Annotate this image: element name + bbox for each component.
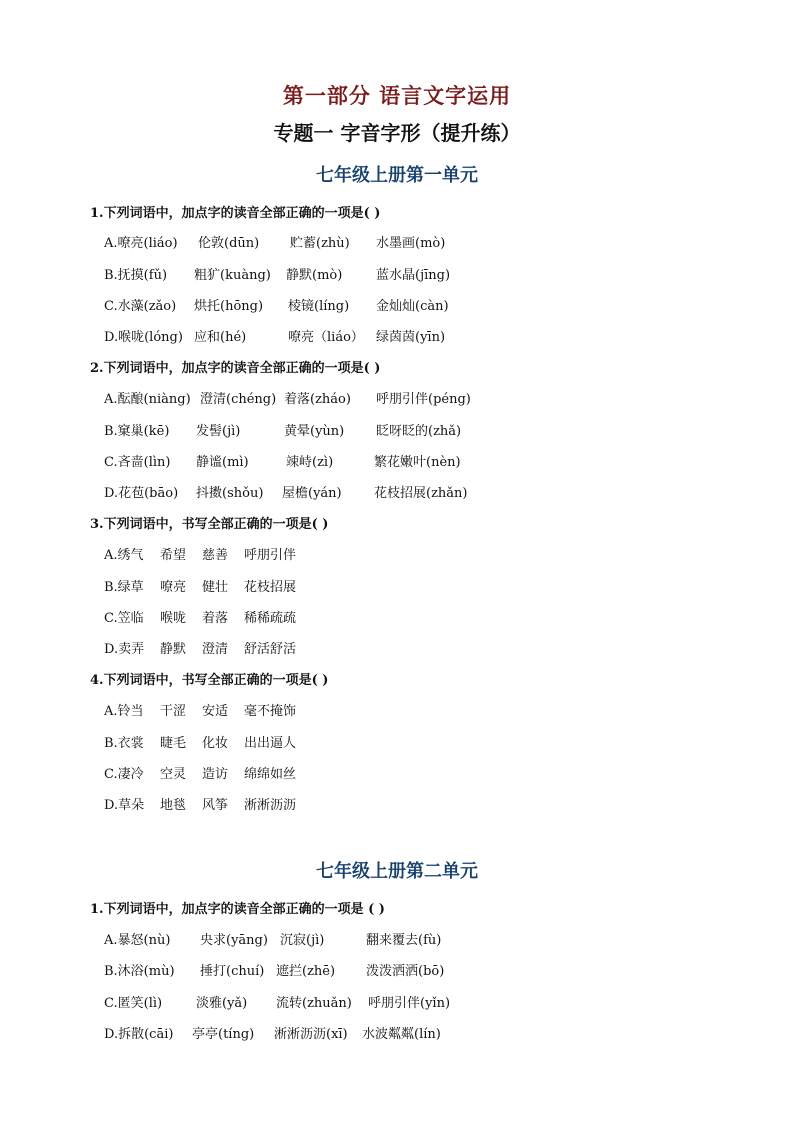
- option-item: C.吝啬(lìn): [104, 455, 171, 470]
- option-item: D.喉咙(lóng): [104, 330, 183, 345]
- option-item: 健壮: [202, 580, 229, 595]
- option-item: 烘托(hōng): [194, 299, 264, 314]
- option-item: 竦峙(zì): [286, 455, 334, 470]
- option-item: 花枝招展(zhǎn): [374, 486, 468, 501]
- question-stem: 4.下列词语中，书写全部正确的一项是( ): [90, 673, 329, 688]
- option-item: 流转(zhuǎn): [276, 996, 352, 1011]
- option-item: A.酝酿(niàng): [104, 392, 191, 407]
- option-item: 屋檐(yán): [282, 486, 342, 501]
- option-item: 粗犷(kuàng): [194, 268, 271, 283]
- option-item: B.衣裳: [104, 736, 144, 751]
- option-item: 化妆: [202, 736, 229, 751]
- option-item: A.绣气: [104, 548, 144, 563]
- option-item: 贮蓄(zhù): [290, 236, 350, 251]
- option-item: 抖擞(shǒu): [196, 486, 264, 501]
- topic-title: 专题一 字音字形（提升练）: [273, 121, 521, 145]
- question-stem: 3.下列词语中，书写全部正确的一项是( ): [90, 517, 329, 532]
- option-item: 静默(mò): [286, 268, 343, 283]
- option-item: 蓝水晶(jīng): [376, 268, 451, 283]
- option-item: 安适: [202, 704, 229, 719]
- part-title: 第一部分 语言文字运用: [282, 83, 512, 108]
- option-item: D.卖弄: [104, 642, 145, 657]
- option-item: 干涩: [160, 704, 187, 719]
- option-item: 水波粼粼(lín): [362, 1027, 441, 1042]
- option-item: 出出逼人: [244, 736, 297, 751]
- option-item: C.水藻(zǎo): [104, 299, 177, 314]
- option-item: 央求(yāng): [200, 933, 268, 948]
- option-item: 毫不掩饰: [244, 704, 297, 719]
- option-item: 泼泼洒洒(bō): [366, 964, 445, 979]
- option-item: 静谧(mì): [196, 455, 249, 470]
- option-item: 绵绵如丝: [244, 767, 297, 782]
- option-item: D.拆散(cāi): [104, 1027, 174, 1042]
- option-item: 伦敦(dūn): [198, 236, 260, 251]
- option-item: 水墨画(mò): [376, 236, 446, 251]
- option-item: 着落: [202, 611, 229, 626]
- option-item: 金灿灿(càn): [376, 299, 449, 314]
- option-item: 呼朋引伴(yǐn): [368, 996, 451, 1011]
- option-item: C.凄冷: [104, 767, 144, 782]
- option-item: 稀稀疏疏: [244, 611, 297, 626]
- option-item: 淅淅沥沥(xī): [274, 1027, 348, 1042]
- option-item: 着落(zháo): [284, 392, 351, 407]
- option-item: D.花苞(bāo): [104, 486, 179, 501]
- option-item: 翻来覆去(fù): [366, 933, 442, 948]
- option-item: B.沐浴(mù): [104, 964, 175, 979]
- option-item: C.匿笑(lì): [104, 996, 163, 1011]
- option-item: B.窠巢(kē): [104, 424, 170, 439]
- option-item: 棱镜(líng): [288, 299, 350, 314]
- option-item: 呼朋引伴: [244, 548, 297, 563]
- question-stem: 1.下列词语中，加点字的读音全部正确的一项是 ( ): [90, 902, 385, 917]
- option-item: 空灵: [160, 767, 187, 782]
- unit-heading: 七年级上册第二单元: [316, 861, 478, 882]
- option-item: 睫毛: [160, 736, 187, 751]
- option-item: 花枝招展: [244, 580, 297, 595]
- option-item: 眨呀眨的(zhǎ): [376, 424, 462, 439]
- option-item: 淅淅沥沥: [244, 798, 297, 813]
- option-item: A.暴怒(nù): [104, 933, 171, 948]
- option-item: A.铃当: [104, 704, 144, 719]
- option-item: 繁花嫩叶(nèn): [374, 455, 461, 470]
- option-item: 捶打(chuí): [200, 964, 265, 979]
- option-item: 风筝: [202, 798, 229, 813]
- option-item: 澄清(chéng): [200, 392, 277, 407]
- question-stem: 1.下列词语中，加点字的读音全部正确的一项是( ): [90, 206, 381, 221]
- option-item: D.草朵: [104, 798, 145, 813]
- option-item: 希望: [160, 548, 187, 563]
- unit-heading: 七年级上册第一单元: [316, 165, 478, 186]
- option-item: B.抚摸(fǔ): [104, 268, 168, 283]
- option-item: B.绿草: [104, 580, 144, 595]
- option-item: 黄晕(yùn): [284, 424, 345, 439]
- option-item: A.嘹亮(liáo): [104, 236, 178, 251]
- option-item: 呼朋引伴(péng): [376, 392, 471, 407]
- option-item: 嘹亮: [160, 580, 187, 595]
- option-item: 慈善: [202, 548, 229, 563]
- option-item: 澄清: [202, 642, 229, 657]
- option-item: 造访: [202, 767, 229, 782]
- option-item: 喉咙: [160, 611, 187, 626]
- option-item: 沉寂(jì): [280, 933, 325, 948]
- option-item: 嘹亮（liáo）: [288, 330, 364, 345]
- option-item: 绿茵茵(yīn): [376, 330, 446, 345]
- option-item: 静默: [160, 642, 187, 657]
- option-item: 应和(hé): [194, 330, 247, 345]
- option-item: 亭亭(tíng): [192, 1027, 255, 1042]
- question-stem: 2.下列词语中，加点字的读音全部正确的一项是( ): [90, 361, 381, 376]
- option-item: 遮拦(zhē): [276, 964, 336, 979]
- option-item: C.笠临: [104, 611, 144, 626]
- option-item: 发髻(jì): [196, 424, 241, 439]
- option-item: 淡雅(yǎ): [196, 996, 248, 1011]
- option-item: 地毯: [160, 798, 187, 813]
- option-item: 舒活舒活: [244, 642, 297, 657]
